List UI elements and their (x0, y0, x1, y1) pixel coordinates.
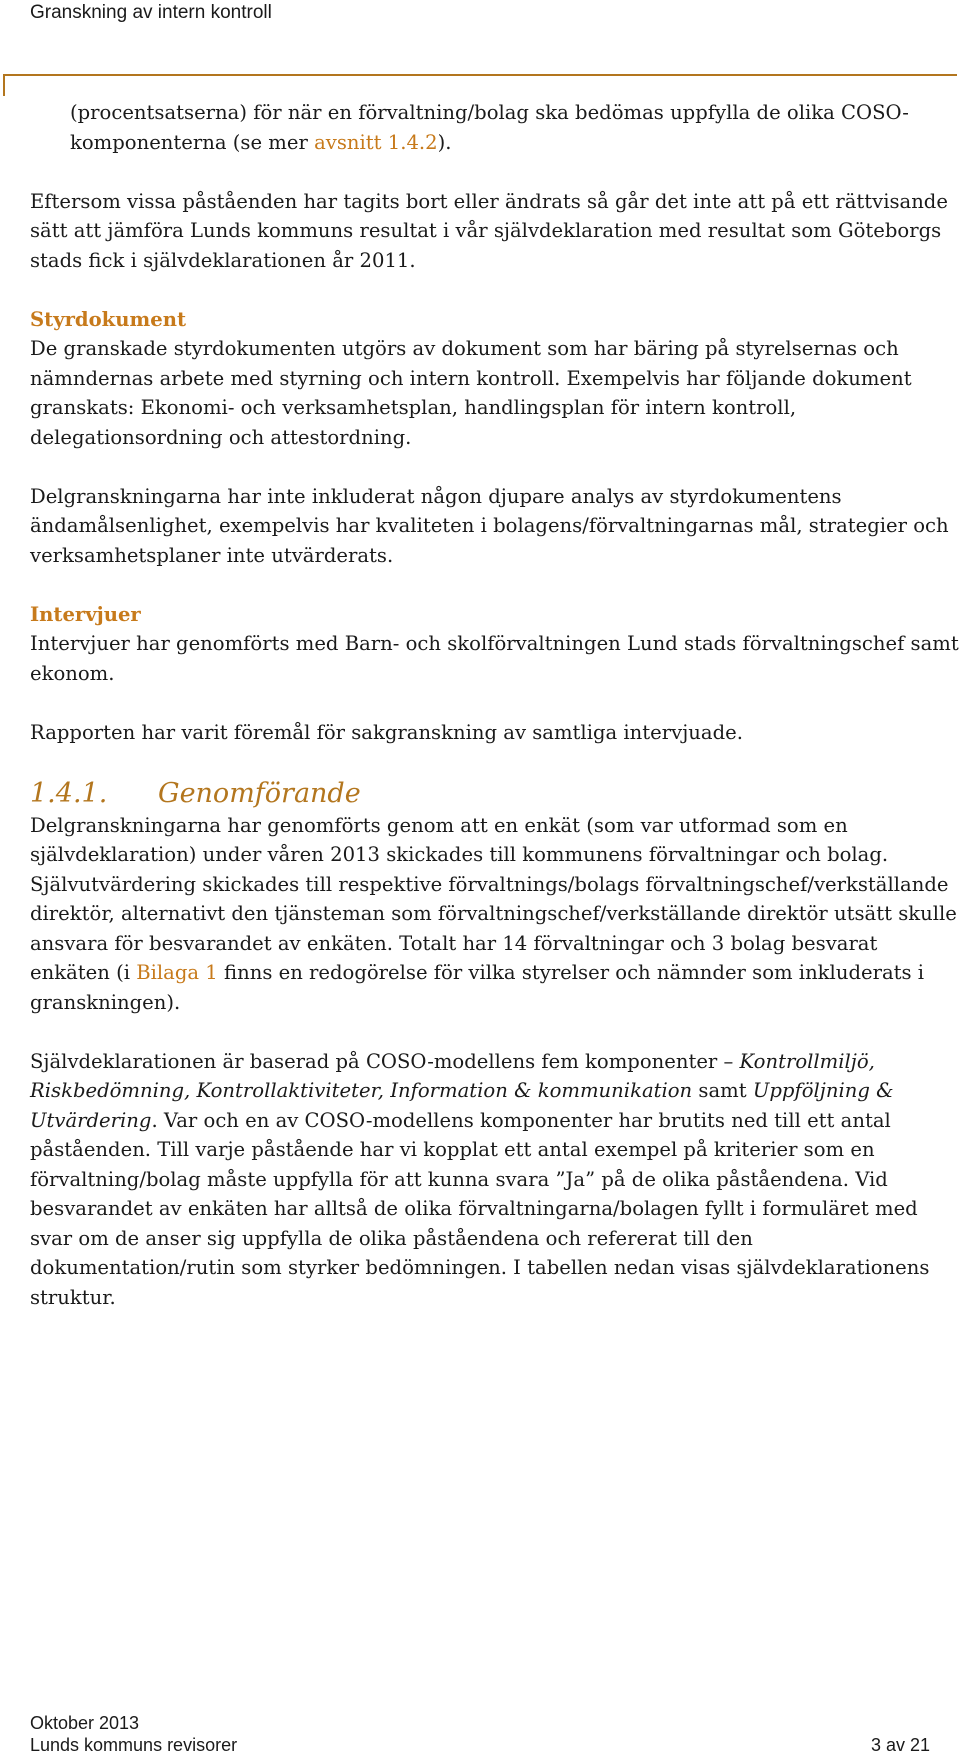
section-title: Genomförande (158, 777, 361, 809)
section-heading-genomforande (30, 777, 960, 811)
genomforande-paragraph-1: Delgranskningarna har genomförts genom att en enkät (som var utformad som en självdeklaration) under våren 2013 skickades till kommunens förvaltningar och bolag. Självutvärdering skickades till respektive förvaltnings/bolags förvaltningschef/verkställande direktör, alternativt den tjänsteman som förvaltningschef/verkställande direktör utsätt skulle ansvara för besvarandet av enkäten. Totalt har 14 förvaltningar och 3 bolag besvarat enkäten (i Bilaga 1 finns en redogörelse för vilka styrelser och nämnder som inkluderats i granskningen). (30, 813, 957, 1014)
section-number: 1.4.1. (30, 777, 108, 809)
header-divider (3, 74, 957, 76)
intro-paragraph-2: Eftersom vissa påståenden har tagits bort eller ändrats så går det inte att på ett rättvisande sätt att jämföra Lunds kommuns resultat i vår självdeklaration med resultat som Göteborgs stads fick i självdeklarationen år 2011. (30, 189, 948, 272)
section-link-1-4-2[interactable]: avsnitt 1.4.2 (314, 130, 438, 154)
footer-date: Oktober 2013 (30, 1713, 140, 1733)
styrdokument-paragraph-2: Delgranskningarna har inte inkluderat någon djupare analys av styrdokumentens ändamålsenlighet, exempelvis har kvaliteten i bolagens/förvaltningarnas mål, strategier och verksamhetsplaner inte utvärderats. (30, 484, 949, 567)
page-body (30, 98, 960, 1342)
intervjuer-heading: Intervjuer (30, 602, 141, 626)
intervjuer-paragraph-1: Intervjuer har genomförts med Barn- och skolförvaltningen Lund stads förvaltningschef samt ekonom. (30, 632, 959, 685)
appendix-link-bilaga-1[interactable]: Bilaga 1 (136, 961, 218, 984)
styrdokument-heading: Styrdokument (30, 307, 186, 331)
styrdokument-paragraph-1: De granskade styrdokumenten utgörs av dokument som har bäring på styrelsernas och nämndernas arbete med styrning och intern kontroll. Exempelvis har följande dokument granskats: Ekonomi- och verksamhetsplan, handlingsplan för intern kontroll, delegationsordning och attestordning. (30, 337, 912, 449)
footer-page-number: 3 av 21 (870, 1735, 930, 1755)
page-footer (30, 1712, 930, 1756)
intervjuer-paragraph-2: Rapporten har varit föremål för sakgranskning av samtliga intervjuade. (30, 720, 743, 744)
document-header-title: Granskning av intern kontroll (30, 2, 272, 23)
intro-paragraph-1: (procentsatserna) för när en förvaltning/bolag ska bedömas uppfylla de olika COSO-komponenterna (se mer avsnitt 1.4.2). (70, 101, 909, 154)
header-corner-mark (3, 74, 5, 96)
genomforande-paragraph-2: Självdeklarationen är baserad på COSO-modellens fem komponenter – Kontrollmiljö, Riskbedömning, Kontrollaktiviteter, Information & kommunikation samt Uppföljning & Utvärdering. Var och en av COSO-modellens komponenter har brutits ned till ett antal påståenden. Till varje påstående har vi kopplat ett antal exempel på kriterier som en förvaltning/bolag måste uppfylla för att kunna svara ”Ja” på de olika påståendena. Vid besvarandet av enkäten har alltså de olika förvaltningarna/bolagen fyllt i formuläret med svar om de anser sig uppfylla de olika påståendena och refererat till den dokumentation/rutin som styrker bedömningen. I tabellen nedan visas självdeklarationens struktur. (30, 1049, 930, 1309)
footer-organization: Lunds kommuns revisorer (30, 1735, 238, 1755)
